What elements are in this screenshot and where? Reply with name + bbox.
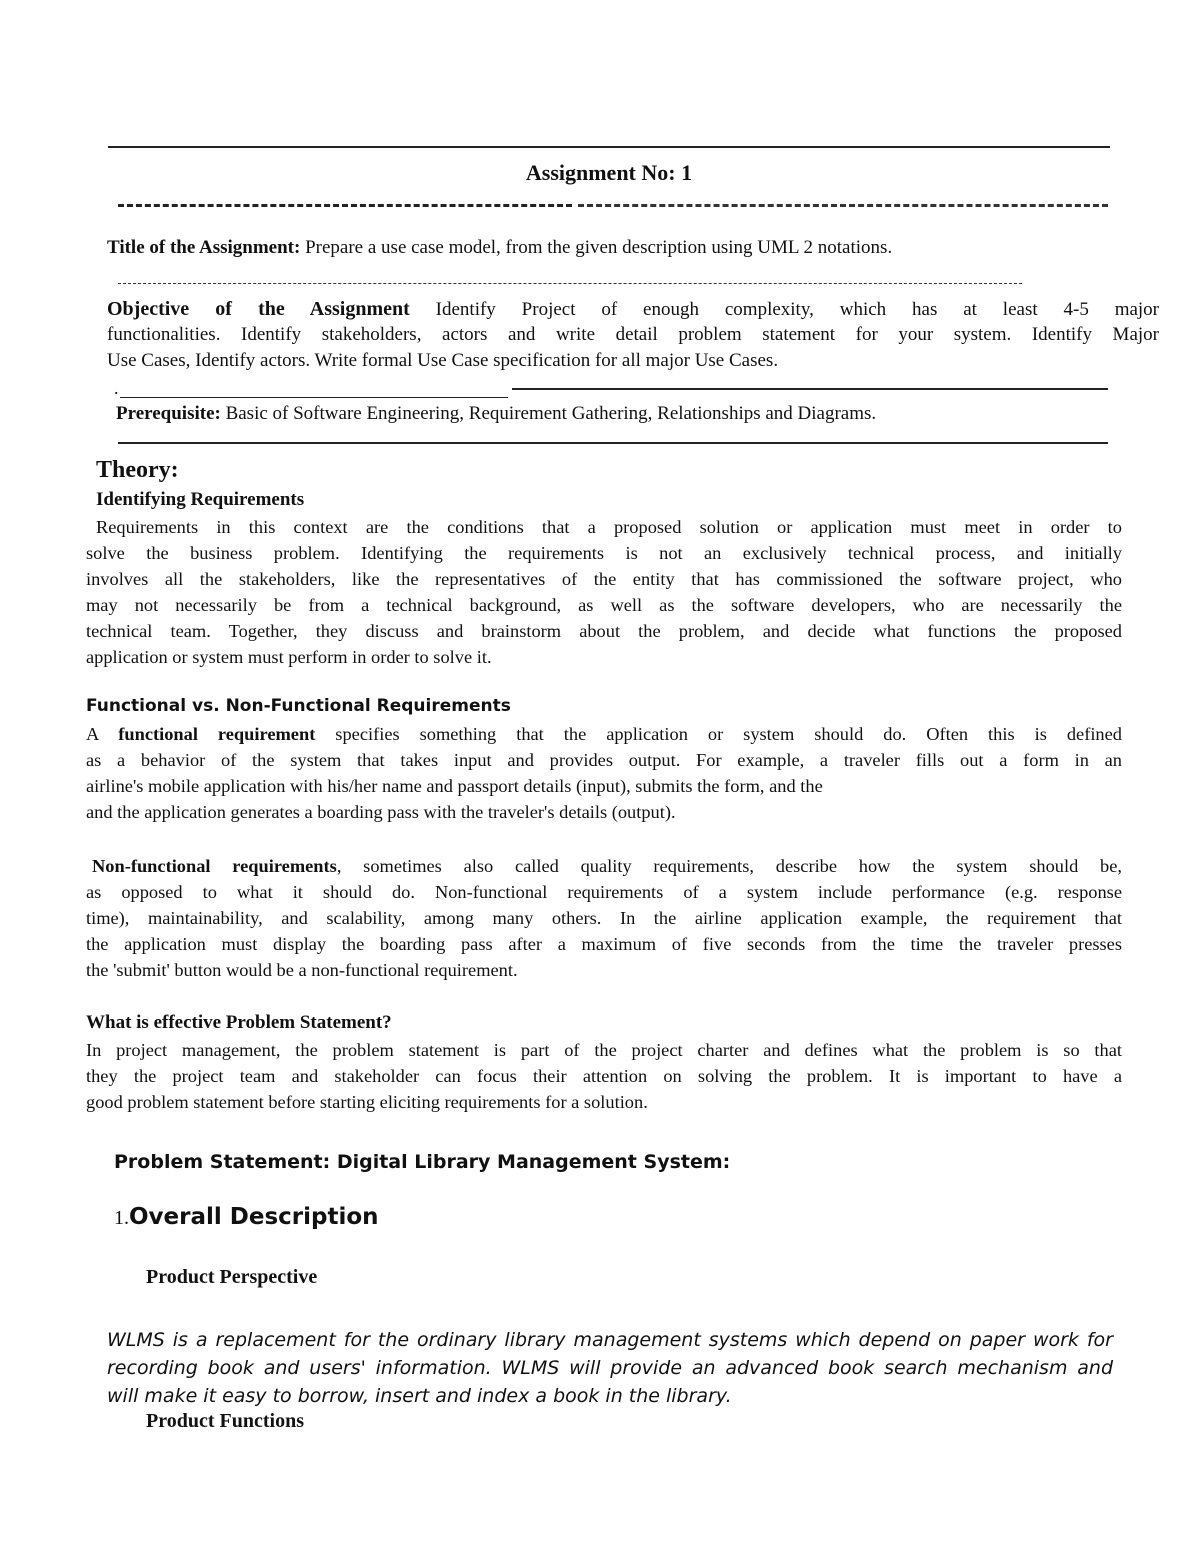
functional-prefix: A — [86, 724, 119, 744]
paragraph-line: solve the business problem. Identifying the requirements is not an exclusively technical process, and initially — [86, 543, 1122, 563]
theory-heading: Theory: — [96, 457, 179, 483]
problem-statement-heading: What is effective Problem Statement? — [86, 1012, 392, 1033]
nonfunctional-rest: , sometimes also called quality requirements, describe how the system should be, — [336, 856, 1122, 876]
paragraph-line: as opposed to what it should do. Non-functional requirements of a system include performance (e.g. response — [86, 882, 1122, 902]
prerequisite-text: Basic of Software Engineering, Requirement Gathering, Relationships and Diagrams. — [225, 403, 877, 424]
paragraph-line — [86, 853, 1122, 879]
assignment-title: Assignment No: 1 — [525, 160, 693, 185]
nonfunctional-paragraph — [86, 853, 1122, 983]
section-number: 1. — [114, 1207, 129, 1229]
paragraph-line: time), maintainability, and scalability, among many others. In the airline application example, the requirement that — [86, 908, 1122, 928]
problem-statement-paragraph — [86, 1037, 1122, 1115]
section-title: Overall Description — [129, 1204, 379, 1230]
objective-text: Identify Project of enough complexity, which has at least 4-5 major — [435, 299, 1160, 320]
functional-paragraph — [86, 721, 1122, 825]
product-functions-heading: Product Functions — [146, 1410, 304, 1432]
paragraph-line: and the application generates a boarding pass with the traveler's details (output). — [86, 802, 676, 822]
nonfunctional-bold: Non-functional requirements — [92, 856, 337, 876]
paragraph-line: good problem statement before starting eliciting requirements for a solution. — [86, 1092, 648, 1112]
paragraph-line: may not necessarily be from a technical background, as well as the software developers, who are necessarily the — [86, 595, 1122, 615]
identifying-requirements-heading: Identifying Requirements — [96, 489, 305, 510]
identifying-requirements-paragraph — [86, 514, 1122, 670]
paragraph-line: airline's mobile application with his/her name and passport details (input), submits the form, and the — [86, 776, 823, 796]
objective-line — [107, 296, 1159, 322]
product-perspective-heading: Product Perspective — [146, 1266, 318, 1288]
paragraph-line: they the project team and stakeholder can focus their attention on solving the problem. It is important to have a — [86, 1066, 1122, 1086]
paragraph-line: Requirements in this context are the conditions that a proposed solution or application must meet in order to — [96, 517, 1122, 537]
paragraph-line: recording book and users' information. WLMS will provide an advanced book search mechanism and — [107, 1357, 1113, 1379]
assignment-title-label: Title of the Assignment: — [107, 237, 301, 258]
objective-line: functionalities. Identify stakeholders, actors and write detail problem statement for your system. Identify Major — [107, 324, 1159, 345]
assignment-title-text: Prepare a use case model, from the given description using UML 2 notations. — [305, 237, 893, 258]
product-perspective-paragraph — [107, 1326, 1113, 1410]
paragraph-line: the application must display the boarding pass after a maximum of five seconds from the time the traveler presses — [86, 934, 1122, 954]
objective-divider-left — [120, 397, 508, 398]
paragraph-line: technical team. Together, they discuss and brainstorm about the problem, and decide what functions the proposed — [86, 621, 1122, 641]
functional-heading: Functional vs. Non-Functional Requirements — [86, 696, 511, 716]
functional-rest: specifies something that the application or system should do. Often this is defined — [315, 724, 1122, 744]
paragraph-line: the 'submit' button would be a non-functional requirement. — [86, 960, 518, 980]
objective-line: Use Cases, Identify actors. Write formal Use Case specification for all major Use Cases. — [107, 350, 779, 371]
paragraph-line — [86, 721, 1122, 747]
prerequisite-line — [116, 401, 876, 427]
objective-block — [107, 296, 1159, 374]
paragraph-line: will make it easy to borrow, insert and index a book in the library. — [107, 1385, 732, 1407]
paragraph-line: as a behavior of the system that takes input and provides output. For example, a traveler fills out a form in an — [86, 750, 1122, 770]
assignment-title-line — [107, 235, 892, 261]
objective-divider-right — [512, 388, 1108, 390]
objective-label: Objective of the Assignment — [107, 298, 410, 320]
project-problem-heading: Problem Statement: Digital Library Management System: — [114, 1151, 731, 1173]
paragraph-line: application or system must perform in order to solve it. — [86, 647, 492, 667]
stray-dot: . — [114, 378, 119, 398]
assignment-title-divider — [118, 283, 1022, 284]
prerequisite-label: Prerequisite: — [116, 403, 221, 424]
top-divider — [108, 146, 1110, 148]
title-divider-dashed — [118, 204, 572, 207]
functional-bold: functional requirement — [118, 724, 316, 744]
title-divider-dotted — [578, 204, 1108, 207]
paragraph-line: involves all the stakeholders, like the representatives of the entity that has commissioned the software project, who — [86, 569, 1122, 589]
section-heading — [114, 1204, 379, 1230]
paragraph-line: WLMS is a replacement for the ordinary library management systems which depend on paper work for — [107, 1329, 1113, 1351]
paragraph-line: In project management, the problem statement is part of the project charter and defines what the problem is so that — [86, 1040, 1122, 1060]
prerequisite-divider — [118, 442, 1108, 444]
